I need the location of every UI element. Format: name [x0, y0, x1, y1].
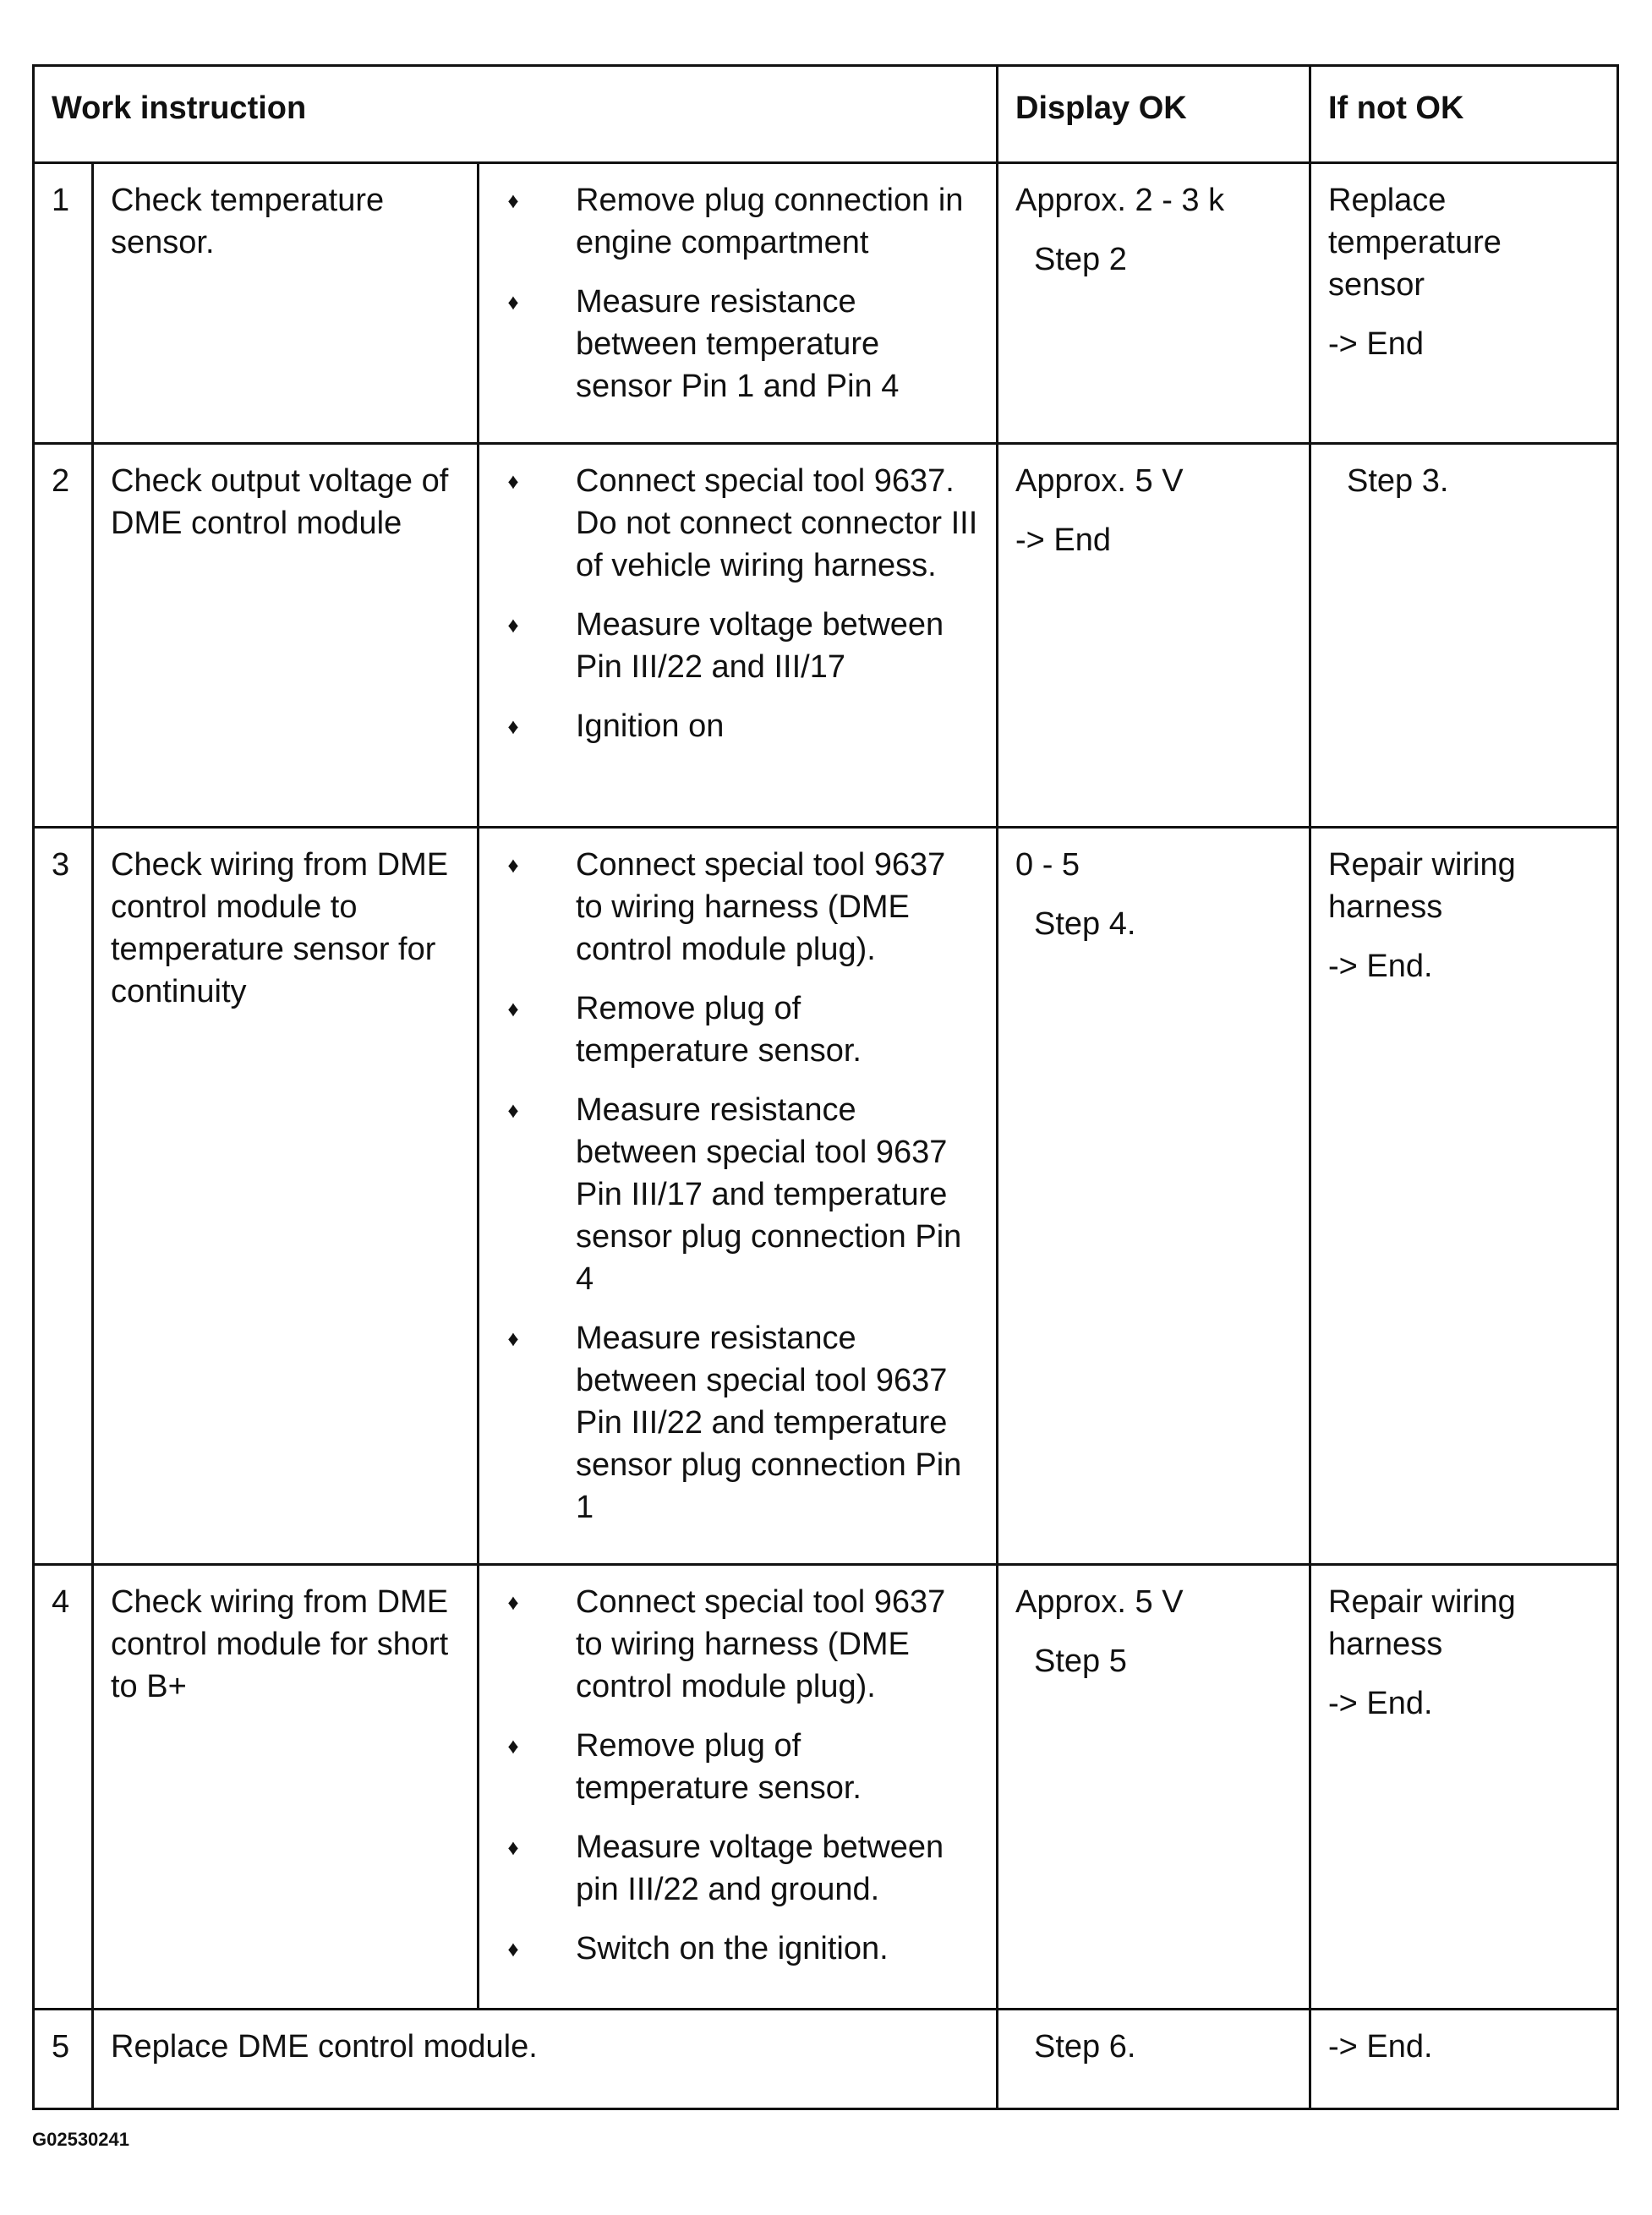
- list-item: [496, 844, 979, 971]
- step-title: Check wiring from DME control module for short to B+: [93, 1565, 479, 2010]
- header-work-instruction: Work instruction: [34, 66, 998, 163]
- step-actions: [479, 828, 998, 1565]
- step-title: Replace DME control module.: [93, 2010, 998, 2109]
- step-number: 4: [34, 1565, 93, 2010]
- step-actions: [479, 444, 998, 828]
- action-text: Measure resistance between temperature sensor Pin 1 and Pin 4: [576, 284, 900, 404]
- action-text: Remove plug connection in engine compartment: [576, 183, 964, 260]
- table-body: [34, 163, 1618, 2109]
- display-ok-value: 0 - 5: [1015, 847, 1080, 883]
- step-number: 5: [34, 2010, 93, 2109]
- diamond-bullet-icon: ♦: [507, 1835, 519, 1860]
- list-item: [496, 460, 979, 587]
- table-row: [34, 163, 1618, 444]
- action-text: Measure resistance between special tool 9637 Pin III/22 and temperature sensor plug connection Pin 1: [576, 1321, 962, 1525]
- if-not-ok-cell: [1310, 1565, 1618, 2010]
- list-item: [496, 705, 979, 747]
- action-text: Measure voltage between Pin III/22 and III/17: [576, 607, 944, 685]
- action-list: [496, 1581, 979, 1970]
- diamond-bullet-icon: ♦: [507, 1936, 519, 1961]
- action-text: Measure resistance between special tool 9637 Pin III/17 and temperature sensor plug connection Pin 4: [576, 1092, 962, 1297]
- action-text: Measure voltage between pin III/22 and ground.: [576, 1829, 944, 1907]
- display-ok-cell: [998, 2010, 1310, 2109]
- work-instruction-document: [32, 64, 1616, 2110]
- if-not-ok-value: Replace temperature sensor: [1328, 183, 1502, 303]
- diamond-bullet-icon: ♦: [507, 1097, 519, 1123]
- list-item: [496, 604, 979, 688]
- action-list: [496, 844, 979, 1529]
- action-text: Ignition on: [576, 708, 725, 744]
- display-ok-value: Approx. 5 V: [1015, 1584, 1184, 1620]
- if-not-ok-value: Step 3.: [1347, 463, 1449, 499]
- list-item: [496, 1725, 979, 1809]
- display-ok-next-step: Step 6.: [1034, 2029, 1136, 2065]
- list-item: [496, 1826, 979, 1911]
- list-item: [496, 987, 979, 1072]
- display-ok-cell: [998, 828, 1310, 1565]
- if-not-ok-cell: [1310, 444, 1618, 828]
- diamond-bullet-icon: ♦: [507, 1589, 519, 1615]
- step-number: 2: [34, 444, 93, 828]
- display-ok-next-step: Step 4.: [1034, 906, 1136, 942]
- action-text: Connect special tool 9637 to wiring harness (DME control module plug).: [576, 1584, 946, 1704]
- diamond-bullet-icon: ♦: [507, 1326, 519, 1351]
- table-row: [34, 1565, 1618, 2010]
- table-row: [34, 828, 1618, 1565]
- if-not-ok-cell: [1310, 828, 1618, 1565]
- display-ok-cell: [998, 444, 1310, 828]
- action-list: [496, 460, 979, 747]
- diamond-bullet-icon: ♦: [507, 188, 519, 213]
- if-not-ok-cell: [1310, 2010, 1618, 2109]
- figure-id: G02530241: [32, 2129, 129, 2150]
- diamond-bullet-icon: ♦: [507, 612, 519, 637]
- display-ok-value: Approx. 2 - 3 k: [1015, 183, 1225, 218]
- display-ok-next-step: Step 2: [1034, 242, 1127, 277]
- if-not-ok-value: Repair wiring harness: [1328, 1584, 1516, 1662]
- table-row: [34, 444, 1618, 828]
- display-ok-cell: [998, 163, 1310, 444]
- step-actions: [479, 1565, 998, 2010]
- header-display-ok: Display OK: [998, 66, 1310, 163]
- step-title: Check wiring from DME control module to temperature sensor for continuity: [93, 828, 479, 1565]
- action-text: Connect special tool 9637 to wiring harness (DME control module plug).: [576, 847, 946, 967]
- diamond-bullet-icon: ♦: [507, 714, 519, 739]
- action-text: Remove plug of temperature sensor.: [576, 991, 862, 1069]
- diamond-bullet-icon: ♦: [507, 468, 519, 494]
- step-actions: [479, 163, 998, 444]
- header-if-not-ok: If not OK: [1310, 66, 1618, 163]
- list-item: [496, 1581, 979, 1708]
- display-ok-cell: [998, 1565, 1310, 2010]
- action-text: Connect special tool 9637. Do not connect connector III of vehicle wiring harness.: [576, 463, 978, 583]
- if-not-ok-next-step: -> End.: [1328, 1686, 1433, 1721]
- if-not-ok-value: -> End.: [1328, 2029, 1433, 2065]
- list-item: [496, 179, 979, 264]
- list-item: [496, 1928, 979, 1970]
- display-ok-value: Approx. 5 V: [1015, 463, 1184, 499]
- work-instruction-table: [32, 64, 1619, 2110]
- if-not-ok-next-step: -> End: [1328, 326, 1425, 362]
- diamond-bullet-icon: ♦: [507, 1733, 519, 1758]
- action-text: Remove plug of temperature sensor.: [576, 1728, 862, 1806]
- list-item: [496, 281, 979, 407]
- step-title: Check temperature sensor.: [93, 163, 479, 444]
- diamond-bullet-icon: ♦: [507, 289, 519, 314]
- step-number: 1: [34, 163, 93, 444]
- diamond-bullet-icon: ♦: [507, 996, 519, 1021]
- action-text: Switch on the ignition.: [576, 1931, 889, 1966]
- if-not-ok-next-step: -> End.: [1328, 949, 1433, 984]
- table-row: [34, 2010, 1618, 2109]
- table-header-row: [34, 66, 1618, 163]
- diamond-bullet-icon: ♦: [507, 852, 519, 878]
- if-not-ok-cell: [1310, 163, 1618, 444]
- display-ok-next-step: -> End: [1015, 522, 1112, 558]
- list-item: [496, 1317, 979, 1529]
- step-title: Check output voltage of DME control module: [93, 444, 479, 828]
- step-number: 3: [34, 828, 93, 1565]
- display-ok-next-step: Step 5: [1034, 1643, 1127, 1679]
- if-not-ok-value: Repair wiring harness: [1328, 847, 1516, 925]
- action-list: [496, 179, 979, 407]
- list-item: [496, 1089, 979, 1300]
